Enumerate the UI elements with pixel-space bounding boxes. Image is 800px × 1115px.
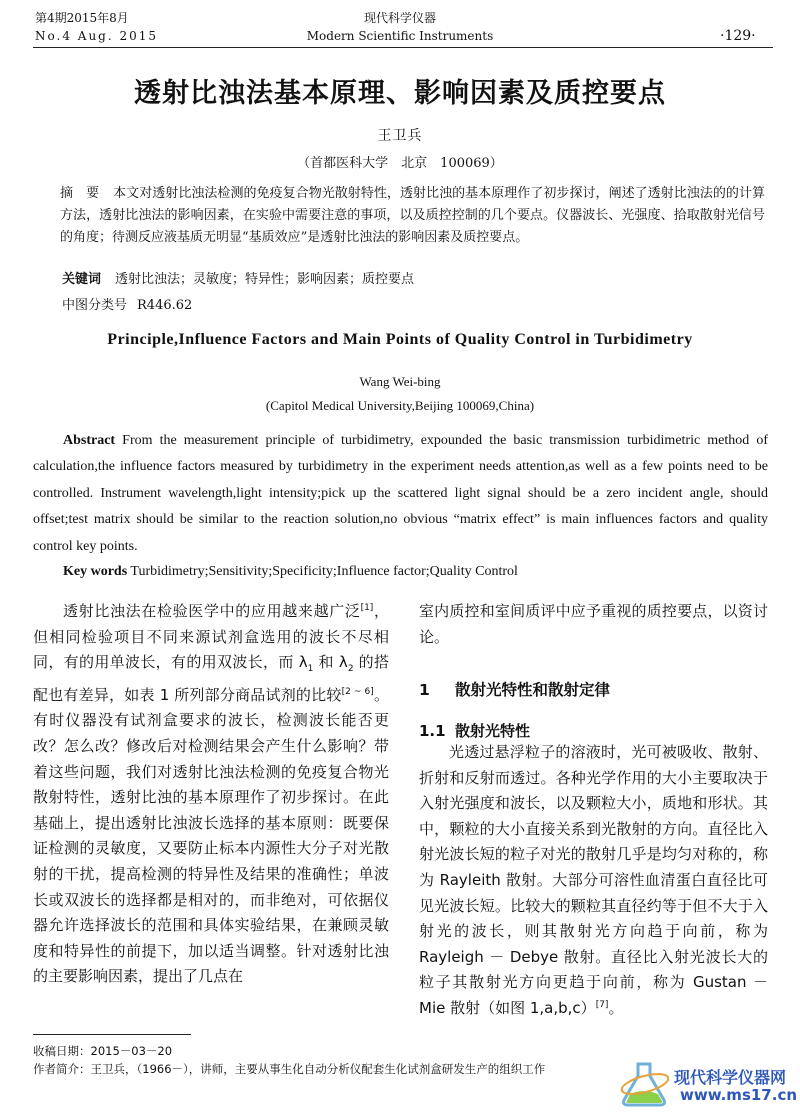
body-text: 。 [608,998,624,1017]
affiliation-en: (Capitol Medical University,Beijing 100069,China) [265,398,535,413]
body-right-para-1: 室内质控和室间质评中应予重视的质控要点，以资讨论。 [419,602,768,646]
abstract-en-label: Abstract [63,433,116,448]
body-right-para-2 [419,740,768,1022]
author-en: Wang Wei-bing [359,374,441,389]
citation-ref: [2 ~ 6] [341,686,374,697]
body-text: 。有时仪器没有试剂盒要求的波长，检测波长能否更改？怎么改？修改后对检测结果会产生什么影响？带着这些问题，我们对透射比浊法检测的免疫复合物光散射特性，透射比浊的基本原理作了初步探讨。在此基础上，提出透射比浊波长选择的基本原则：既要保证检测的灵敏度，又要防止标本内源性大分子对光散射的干扰，提高检测的特异性及结果的准确性；单波长或双波长的选择都是相对的，而非绝对，可依据仪器允许选择波长的范围和具体实验结果，在兼顾灵敏度和特异性的前提下，加以适当调整。针对透射比浊的主要影响因素，提出了几点在 [33,685,389,986]
section-title: 散射光特性 [455,722,531,740]
keywords-en [63,564,518,580]
citation-ref: [7] [595,999,609,1010]
abstract-cn [60,183,765,249]
issue-cn: 第4期2015年8月 [35,11,129,25]
section-number: 1 [419,681,430,699]
footnote-rule [33,1034,191,1035]
lambda-subscript: 2 [347,664,354,675]
affiliation-cn: （首都医科大学 北京 100069） [297,156,503,171]
watermark-name: 现代科学仪器网 [674,1068,787,1087]
flask-icon [618,1060,672,1108]
abstract-en-text: From the measurement principle of turbidimetry, expounded the basic transmission turbidimetric method of calculation,the influence factors measured by turbidimetry in the experiment needs attention,as well as a few points need to be controlled. Instrument wavelength,light intensity;pick up the scattered light signal should be a zero incident angle, should offset;test matrix should be similar to the reaction solution,no obvious “matrix effect” is main influences factors and quality control key points. [33,433,768,554]
body-text: 透射比浊法在检验医学中的应用越来越广泛 [63,602,361,620]
clc-number [62,294,192,313]
footnote-author: 作者简介：王卫兵，（1966－），讲师，主要从事生化自动分析仪配套生化试剂盒研发生产的组织工作 [33,1062,546,1076]
keywords-cn [62,268,414,287]
abstract-cn-text: 本文对透射比浊法检测的免疫复合物光散射特性，透射比浊的基本原理作了初步探讨，阐述了透射比浊法的的计算方法，透射比浊法的影响因素，在实验中需要注意的事项，以及质控控制的几个要点。仪器波长、光强度、拾取散射光信号的角度；待测反应液基质无明显“基质效应”是透射比浊法的影响因素及质控要点。 [60,186,765,245]
abstract-en [33,428,768,560]
paper-title: 透射比浊法基本原理、影响因素及质控要点 [134,78,666,109]
watermark-url: www.ms17.cn [680,1086,798,1104]
body-text: 和 λ [313,653,348,672]
section-number: 1.1 [419,722,446,740]
page-number: ·129· [720,28,756,44]
body-text: 的搭配也有差异，如表 1 所列部分商品试剂的比较 [33,653,389,704]
section-title: 散射光特性和散射定律 [455,681,611,699]
body-text: ，但相同检验项目不同来源试剂盒选用的波长不尽相同，有的用单波长，有的用双波长，而 λ [33,602,389,672]
clc-label: 中图分类号 [62,298,128,313]
section-heading-1-1 [419,720,530,741]
body-left-column [33,599,389,990]
paper-title-en: Principle,Influence Factors and Main Points of Quality Control in Turbidimetry [107,331,693,348]
clc-text: R446.62 [137,298,193,313]
section-heading-1 [419,678,610,700]
author-cn: 王卫兵 [377,128,423,144]
lambda-subscript: 1 [307,664,314,675]
footnote-received: 收稿日期：2015－03－20 [33,1044,173,1058]
issue-en: No.4 Aug. 2015 [35,29,159,43]
body-text: 光透过悬浮粒子的溶液时，光可被吸收、散射、折射和反射而透过。各种光学作用的大小主要取决于入射光强度和波长，以及颗粒大小，质地和形状。其中，颗粒的大小直接关系到光散射的方向。直径比入射光波长短的粒子对光的散射几乎是均匀对称的，称为 Rayleith 散射。大部分可溶性血清蛋白直径比可见光波长短。比较大的颗粒其直径约等于但不大于入射光的波长，则其散射光方向趋于向前，称为 Rayleigh － Debye 散射。直径比入射光波长大的粒子其散射光方向更趋于向前，称为 Gustan － Mie 散射（如图 1,a,b,c） [419,743,768,1017]
journal-cn: 现代科学仪器 [363,11,436,25]
header-rule [33,47,773,48]
citation-ref: [1] [360,603,374,613]
keywords-cn-label: 关键词 [62,272,102,287]
abstract-cn-label: 摘 要 [60,186,100,201]
watermark-logo [618,1060,798,1108]
journal-en: Modern Scientific Instruments [306,29,494,43]
keywords-en-text: Turbidimetry;Sensitivity;Specificity;Influence factor;Quality Control [127,564,518,579]
keywords-en-label: Key words [63,564,128,579]
keywords-cn-text: 透射比浊法；灵敏度；特异性；影响因素；质控要点 [115,272,415,287]
